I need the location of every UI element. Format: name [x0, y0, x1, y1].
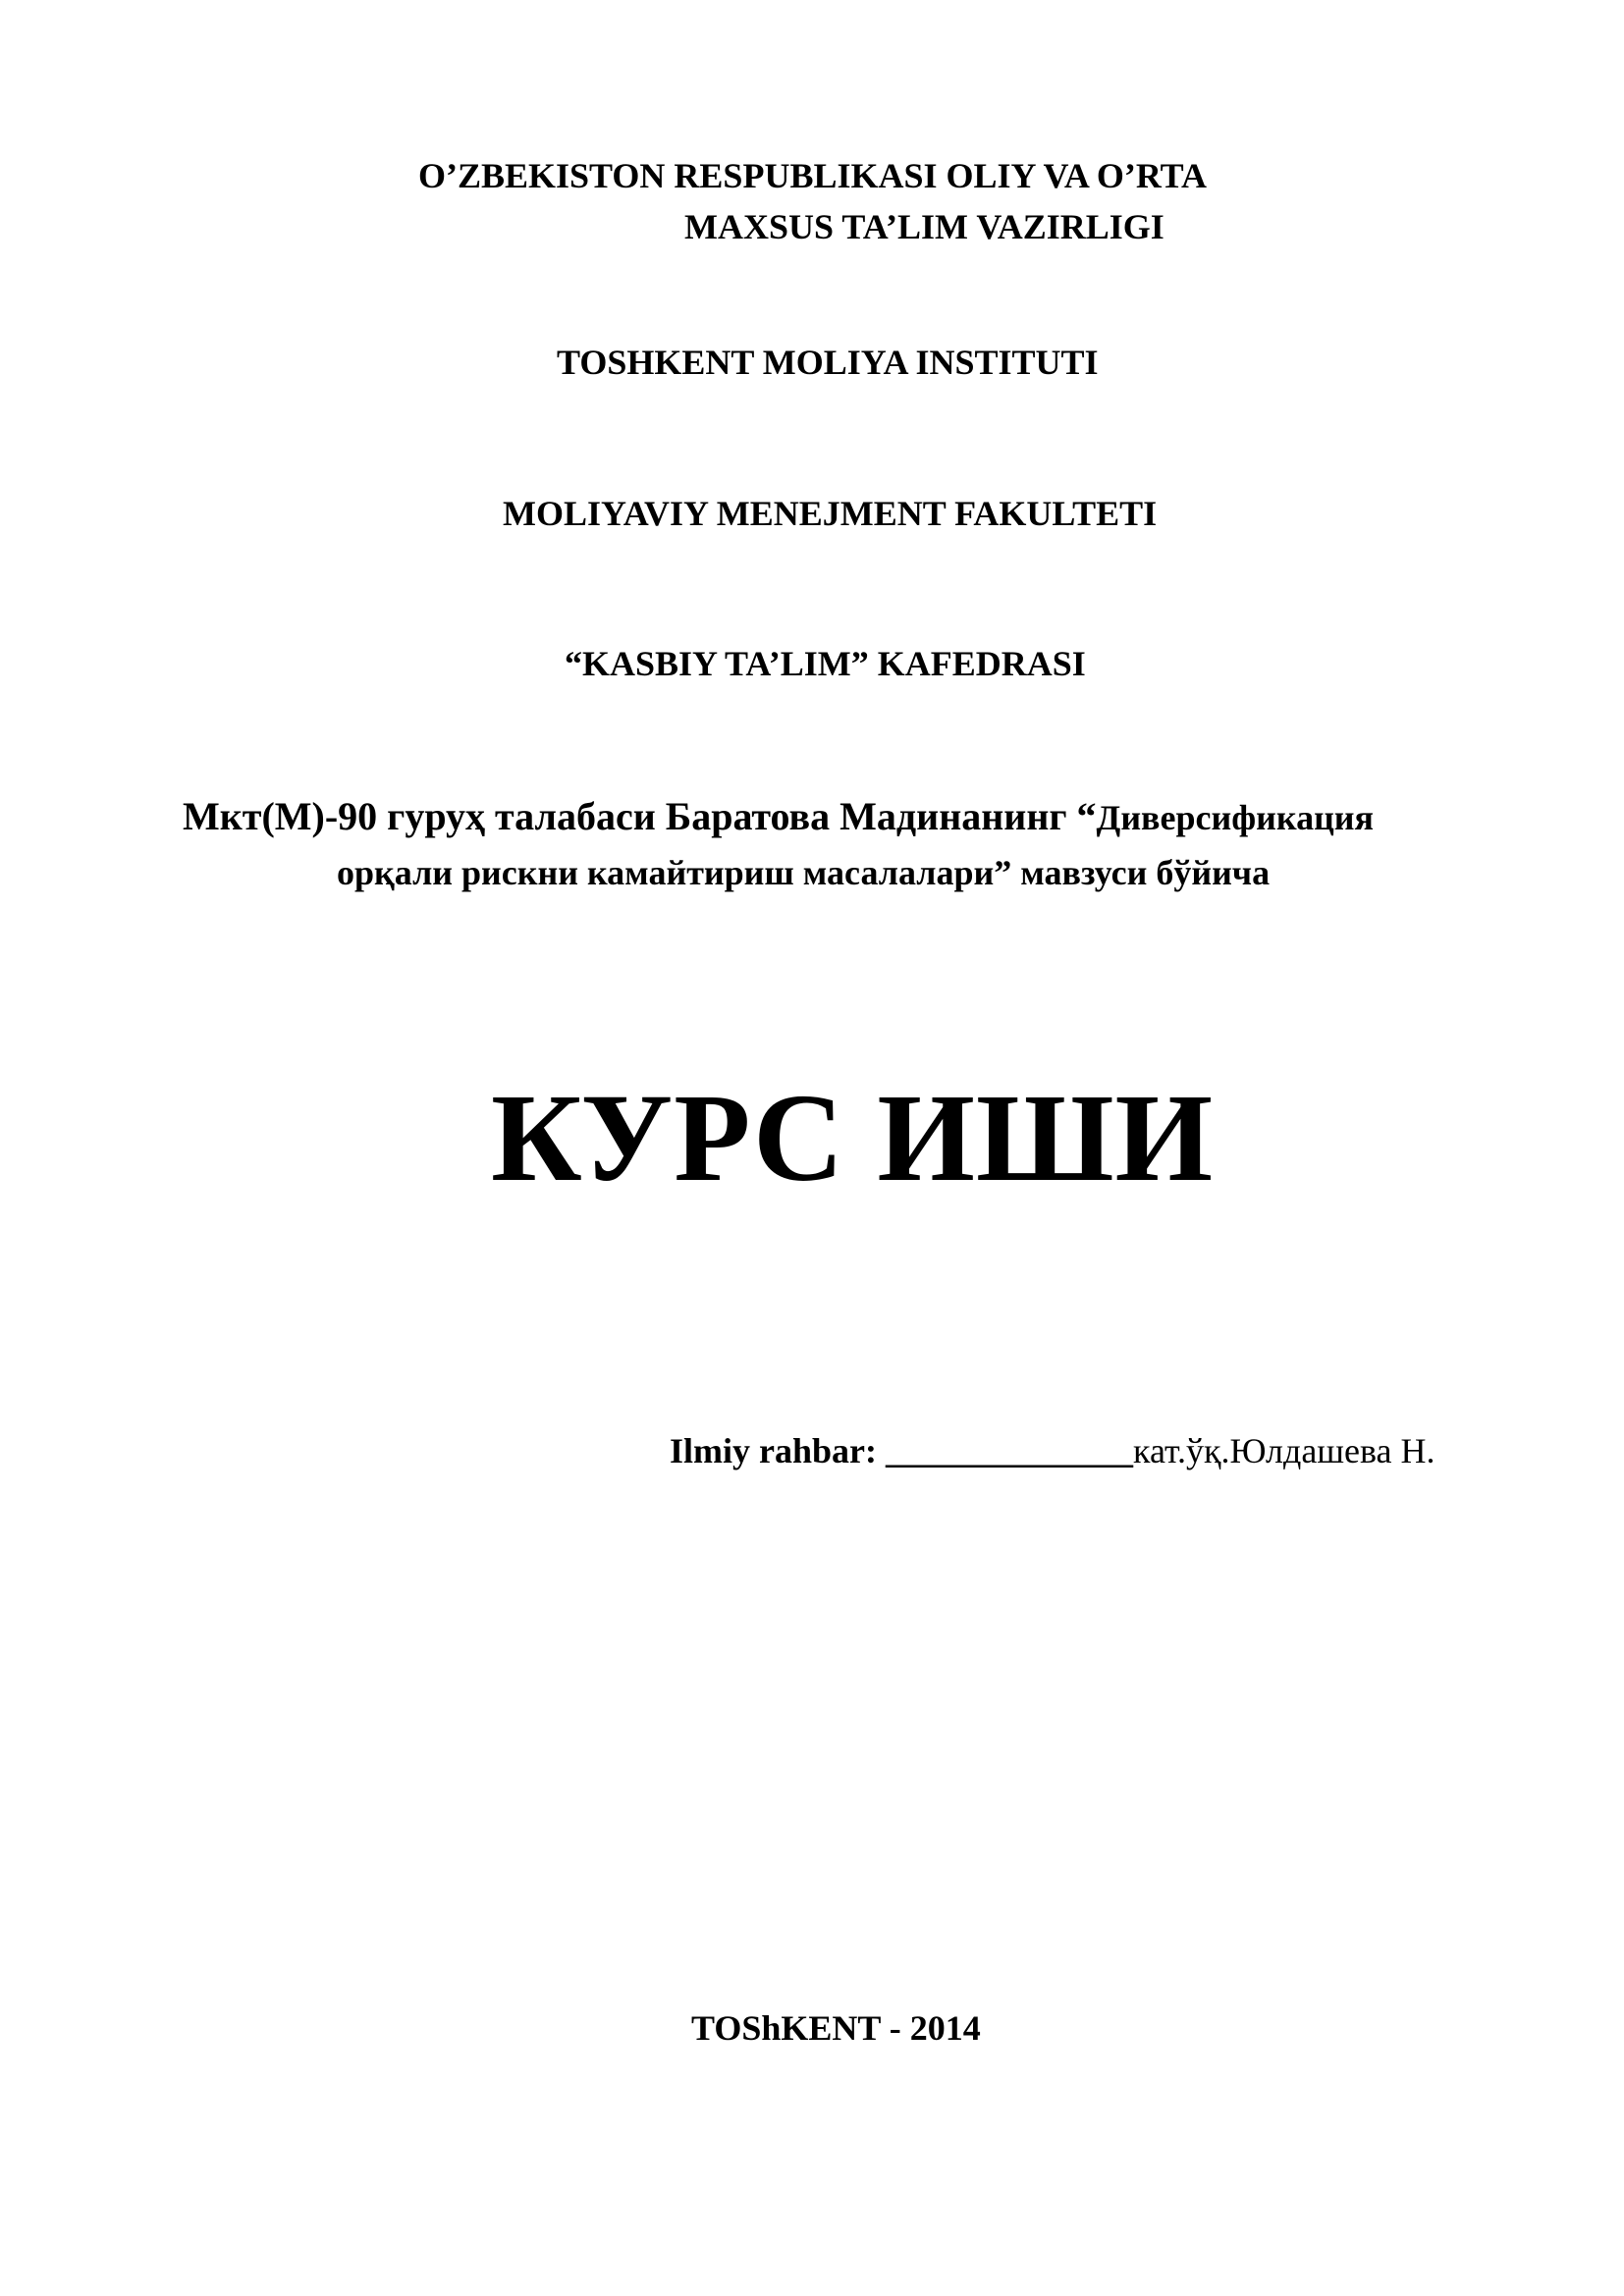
- topic-line-2: [337, 852, 1270, 893]
- topic-student-prefix: Мкт(М)-90 гуруҳ талабаси Баратова Мадинанинг “: [183, 794, 1097, 838]
- supervisor-label: Ilmiy rahbar:: [670, 1431, 877, 1470]
- institute-name: TOSHKENT MOLIYA INSTITUTI: [557, 343, 1099, 382]
- department-name: “KASBIY TA’LIM” KAFEDRASI: [565, 644, 1086, 683]
- ministry-line-1: O’ZBEKISTON RESPUBLIKASI OLIY VA O’RTA: [418, 156, 1207, 195]
- supervisor-signature-blank: ______________: [877, 1431, 1133, 1470]
- supervisor-line: [670, 1430, 1435, 1471]
- city-year: TOShKENT - 2014: [691, 2008, 981, 2048]
- topic-line-1: [183, 793, 1374, 839]
- supervisor-name: кат.ўқ.Юлдашева Н.: [1133, 1431, 1435, 1470]
- topic-title-end: орқали рискни камайтириш масалалари”: [337, 853, 1012, 892]
- faculty-name: MOLIYAVIY MENEJMENT FAKULTETI: [503, 494, 1158, 533]
- topic-suffix: мавзуси бўйича: [1011, 853, 1271, 892]
- topic-title-start: Диверсификация: [1096, 798, 1375, 837]
- ministry-line-2: MAXSUS TA’LIM VAZIRLIGI: [684, 207, 1164, 246]
- document-type-title: КУРС ИШИ: [491, 1068, 1215, 1207]
